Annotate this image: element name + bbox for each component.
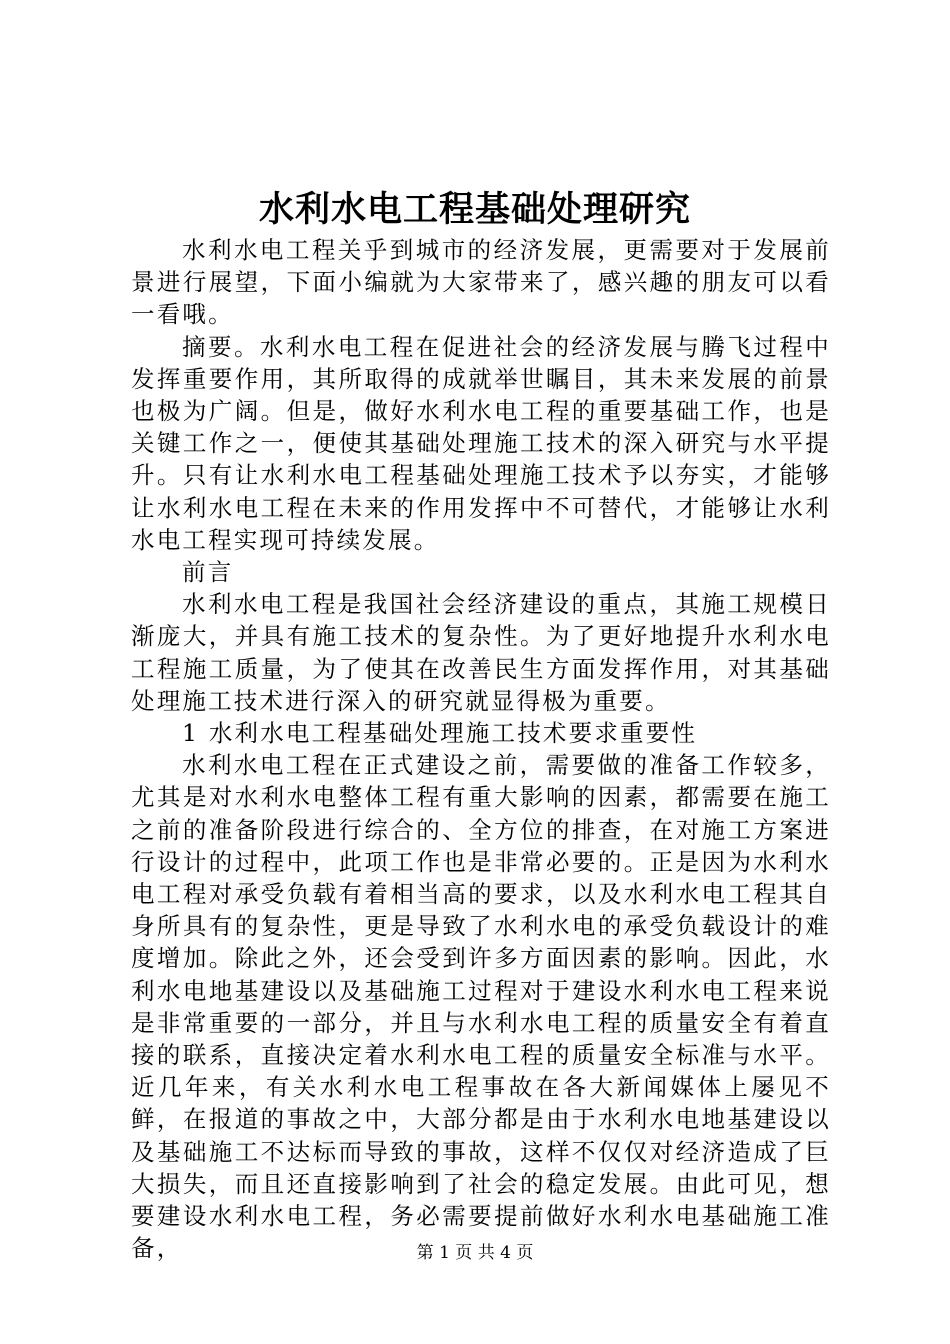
document-title: 水利水电工程基础处理研究	[258, 189, 691, 230]
paragraph-preface-heading: 前言	[182, 558, 234, 587]
paragraph-intro: 水利水电工程关乎到城市的经济发展，更需要对于发展前景进行展望，下面小编就为大家带来了，感兴趣的朋友可以看一看哦。	[131, 236, 831, 329]
page-footer: 第 1 页 共 4 页	[416, 1243, 534, 1263]
document-body	[131, 234, 831, 1265]
paragraph-preface: 水利水电工程是我国社会经济建设的重点，其施工规模日渐庞大，并具有施工技术的复杂性。为了更好地提升水利水电工程施工质量，为了使其在改善民生方面发挥作用，对其基础处理施工技术进行深入的研究就显得极为重要。	[131, 590, 831, 715]
paragraph-abstract: 摘要。水利水电工程在促进社会的经济发展与腾飞过程中发挥重要作用，其所取得的成就举世瞩目，其未来发展的前景也极为广阔。但是，做好水利水电工程的重要基础工作，也是关键工作之一，便使其基础处理施工技术的深入研究与水平提升。只有让水利水电工程基础处理施工技术予以夯实，才能够让水利水电工程在未来的作用发挥中不可替代，才能够让水利水电工程实现可持续发展。	[131, 332, 831, 554]
paragraph-section-1: 水利水电工程在正式建设之前，需要做的准备工作较多，尤其是对水利水电整体工程有重大影响的因素，都需要在施工之前的准备阶段进行综合的、全方位的排查，在对施工方案进行设计的过程中，此项工作也是非常必要的。正是因为水利水电工程对承受负载有着相当高的要求，以及水利水电工程其自身所具有的复杂性，更是导致了水利水电的承受负载设计的难度增加。除此之外，还会受到许多方面因素的影响。因此，水利水电地基建设以及基础施工过程对于建设水利水电工程来说是非常重要的一部分，并且与水利水电工程的质量安全有着直接的联系，直接决定着水利水电工程的质量安全标准与水平。近几年来，有关水利水电工程事故在各大新闻媒体上屡见不鲜，在报道的事故之中，大部分都是由于水利水电地基建设以及基础施工不达标而导致的事故，这样不仅仅对经济造成了巨大损失，而且还直接影响到了社会的稳定发展。由此可见，想要建设水利水电工程，务必需要提前做好水利水电基础施工准备，	[131, 751, 831, 1263]
section-heading-1: 1 水利水电工程基础处理施工技术要求重要性	[182, 719, 698, 748]
